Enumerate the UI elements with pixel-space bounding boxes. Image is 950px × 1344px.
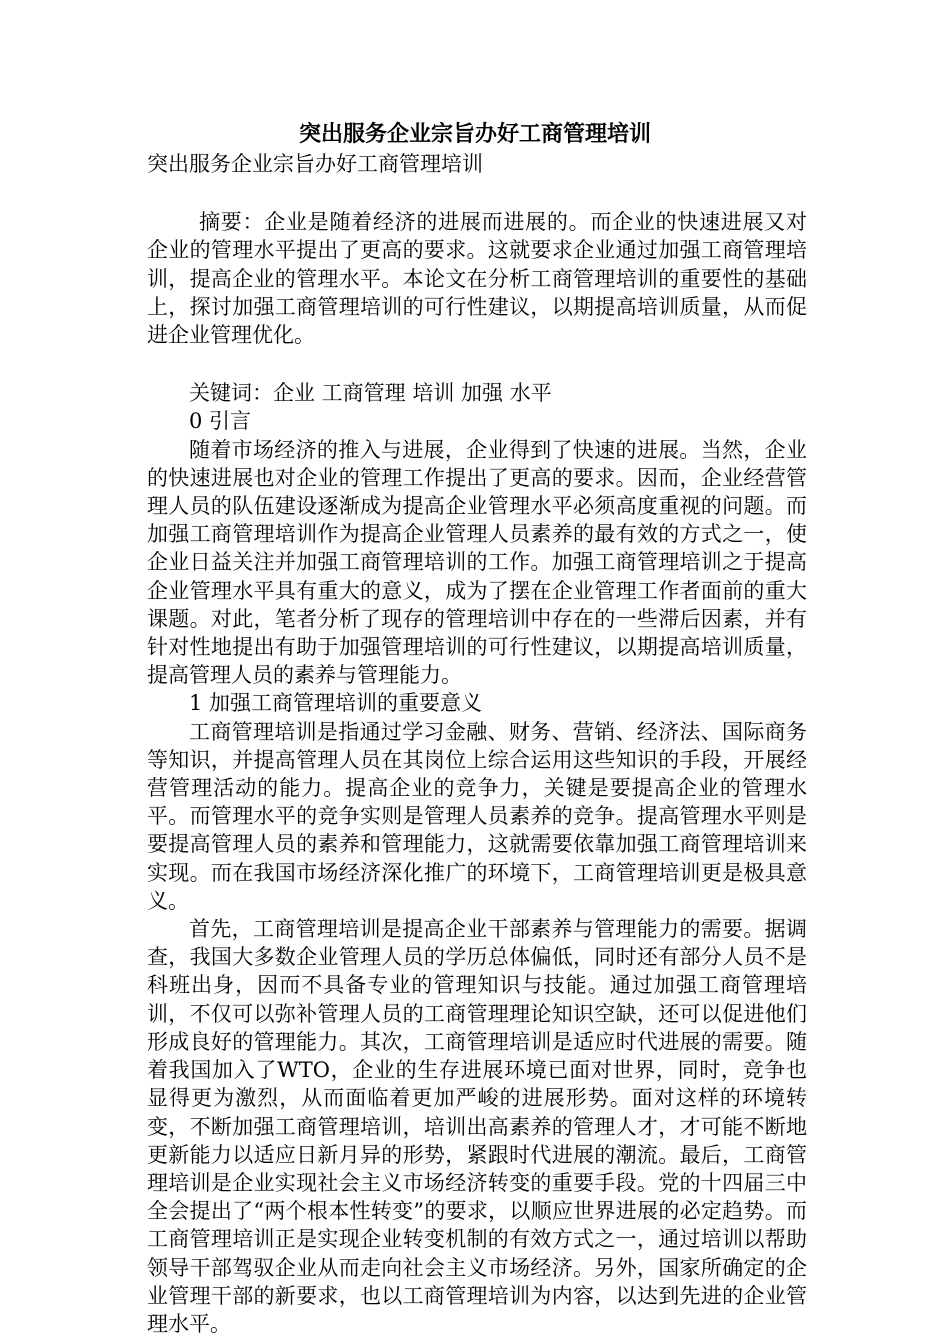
document-body bbox=[147, 150, 807, 1338]
section-heading-introduction: 0 引言 bbox=[189, 409, 252, 434]
spacer bbox=[147, 349, 807, 379]
document-subtitle: 突出服务企业宗旨办好工商管理培训 bbox=[147, 152, 483, 176]
section1-paragraph-2: 首先，工商管理培训是提高企业干部素养与管理能力的需要。据调查，我国大多数企业管理人员的学历总体偏低，同时还有部分人员不是科班出身，因而不具备专业的管理知识与技能。通过加强工商管理培训，不仅可以弥补管理人员的工商管理理论知识空缺，还可以促进他们形成良好的管理能力。其次，工商管理培训是适应时代进展的需要。随着我国加入了WTO，企业的生存进展环境已面对世界，同时，竞争也显得更为激烈，从而面临着更加严峻的进展形势。面对这样的环境转变，不断加强工商管理培训，培训出高素养的管理人才，才可能不断地更新能力以适应日新月异的形势，紧跟时代进展的潮流。最后，工商管理培训是企业实现社会主义市场经济转变的重要手段。党的十四届三中全会提出了“两个根本性转变”的要求，以顺应世界进展的必定趋势。而工商管理培训正是实现企业转变机制的有效方式之一，通过培训以帮助领导干部驾驭企业从而走向社会主义市场经济。另外，国家所确定的企业管理干部的新要求，也以工商管理培训为内容，以达到先进的企业管理水平。 bbox=[147, 917, 807, 1336]
abstract-paragraph: 摘要：企业是随着经济的进展而进展的。而企业的快速进展又对企业的管理水平提出了更高的要求。这就要求企业通过加强工商管理培训，提高企业的管理水平。本论文在分析工商管理培训的重要性的基础上，探讨加强工商管理培训的可行性建议，以期提高培训质量，从而促进企业管理优化。 bbox=[147, 210, 807, 348]
section1-paragraph-1: 工商管理培训是指通过学习金融、财务、营销、经济法、国际商务等知识，并提高管理人员在其岗位上综合运用这些知识的手段，开展经营管理活动的能力。提高企业的竞争力，关键是要提高企业的管理水平。而管理水平的竞争实则是管理人员素养的竞争。提高管理水平则是要提高管理人员的素养和管理能力，这就需要依靠加强工商管理培训来实现。而在我国市场经济深化推广的环境下，工商管理培训更是极具意义。 bbox=[147, 719, 807, 913]
keywords-line: 关键词：企业 工商管理 培训 加强 水平 bbox=[189, 381, 552, 406]
document-title: 突出服务企业宗旨办好工商管理培训 bbox=[298, 122, 651, 147]
intro-paragraph: 随着市场经济的推入与进展，企业得到了快速的进展。当然，企业的快速进展也对企业的管理工作提出了更高的要求。因而，企业经营管理人员的队伍建设逐渐成为提高企业管理水平必须高度重视的问题。而加强工商管理培训作为提高企业管理人员素养的最有效的方式之一，使企业日益关注并加强工商管理培训的工作。加强工商管理培训之于提高企业管理水平具有重大的意义，成为了摆在企业管理工作者面前的重大课题。对此，笔者分析了现存的管理培训中存在的一些滞后因素，并有针对性地提出有助于加强管理培训的可行性建议，以期提高培训质量，提高管理人员的素养与管理能力。 bbox=[147, 437, 807, 688]
section-heading-importance: 1 加强工商管理培训的重要意义 bbox=[189, 691, 483, 716]
spacer bbox=[147, 178, 807, 208]
